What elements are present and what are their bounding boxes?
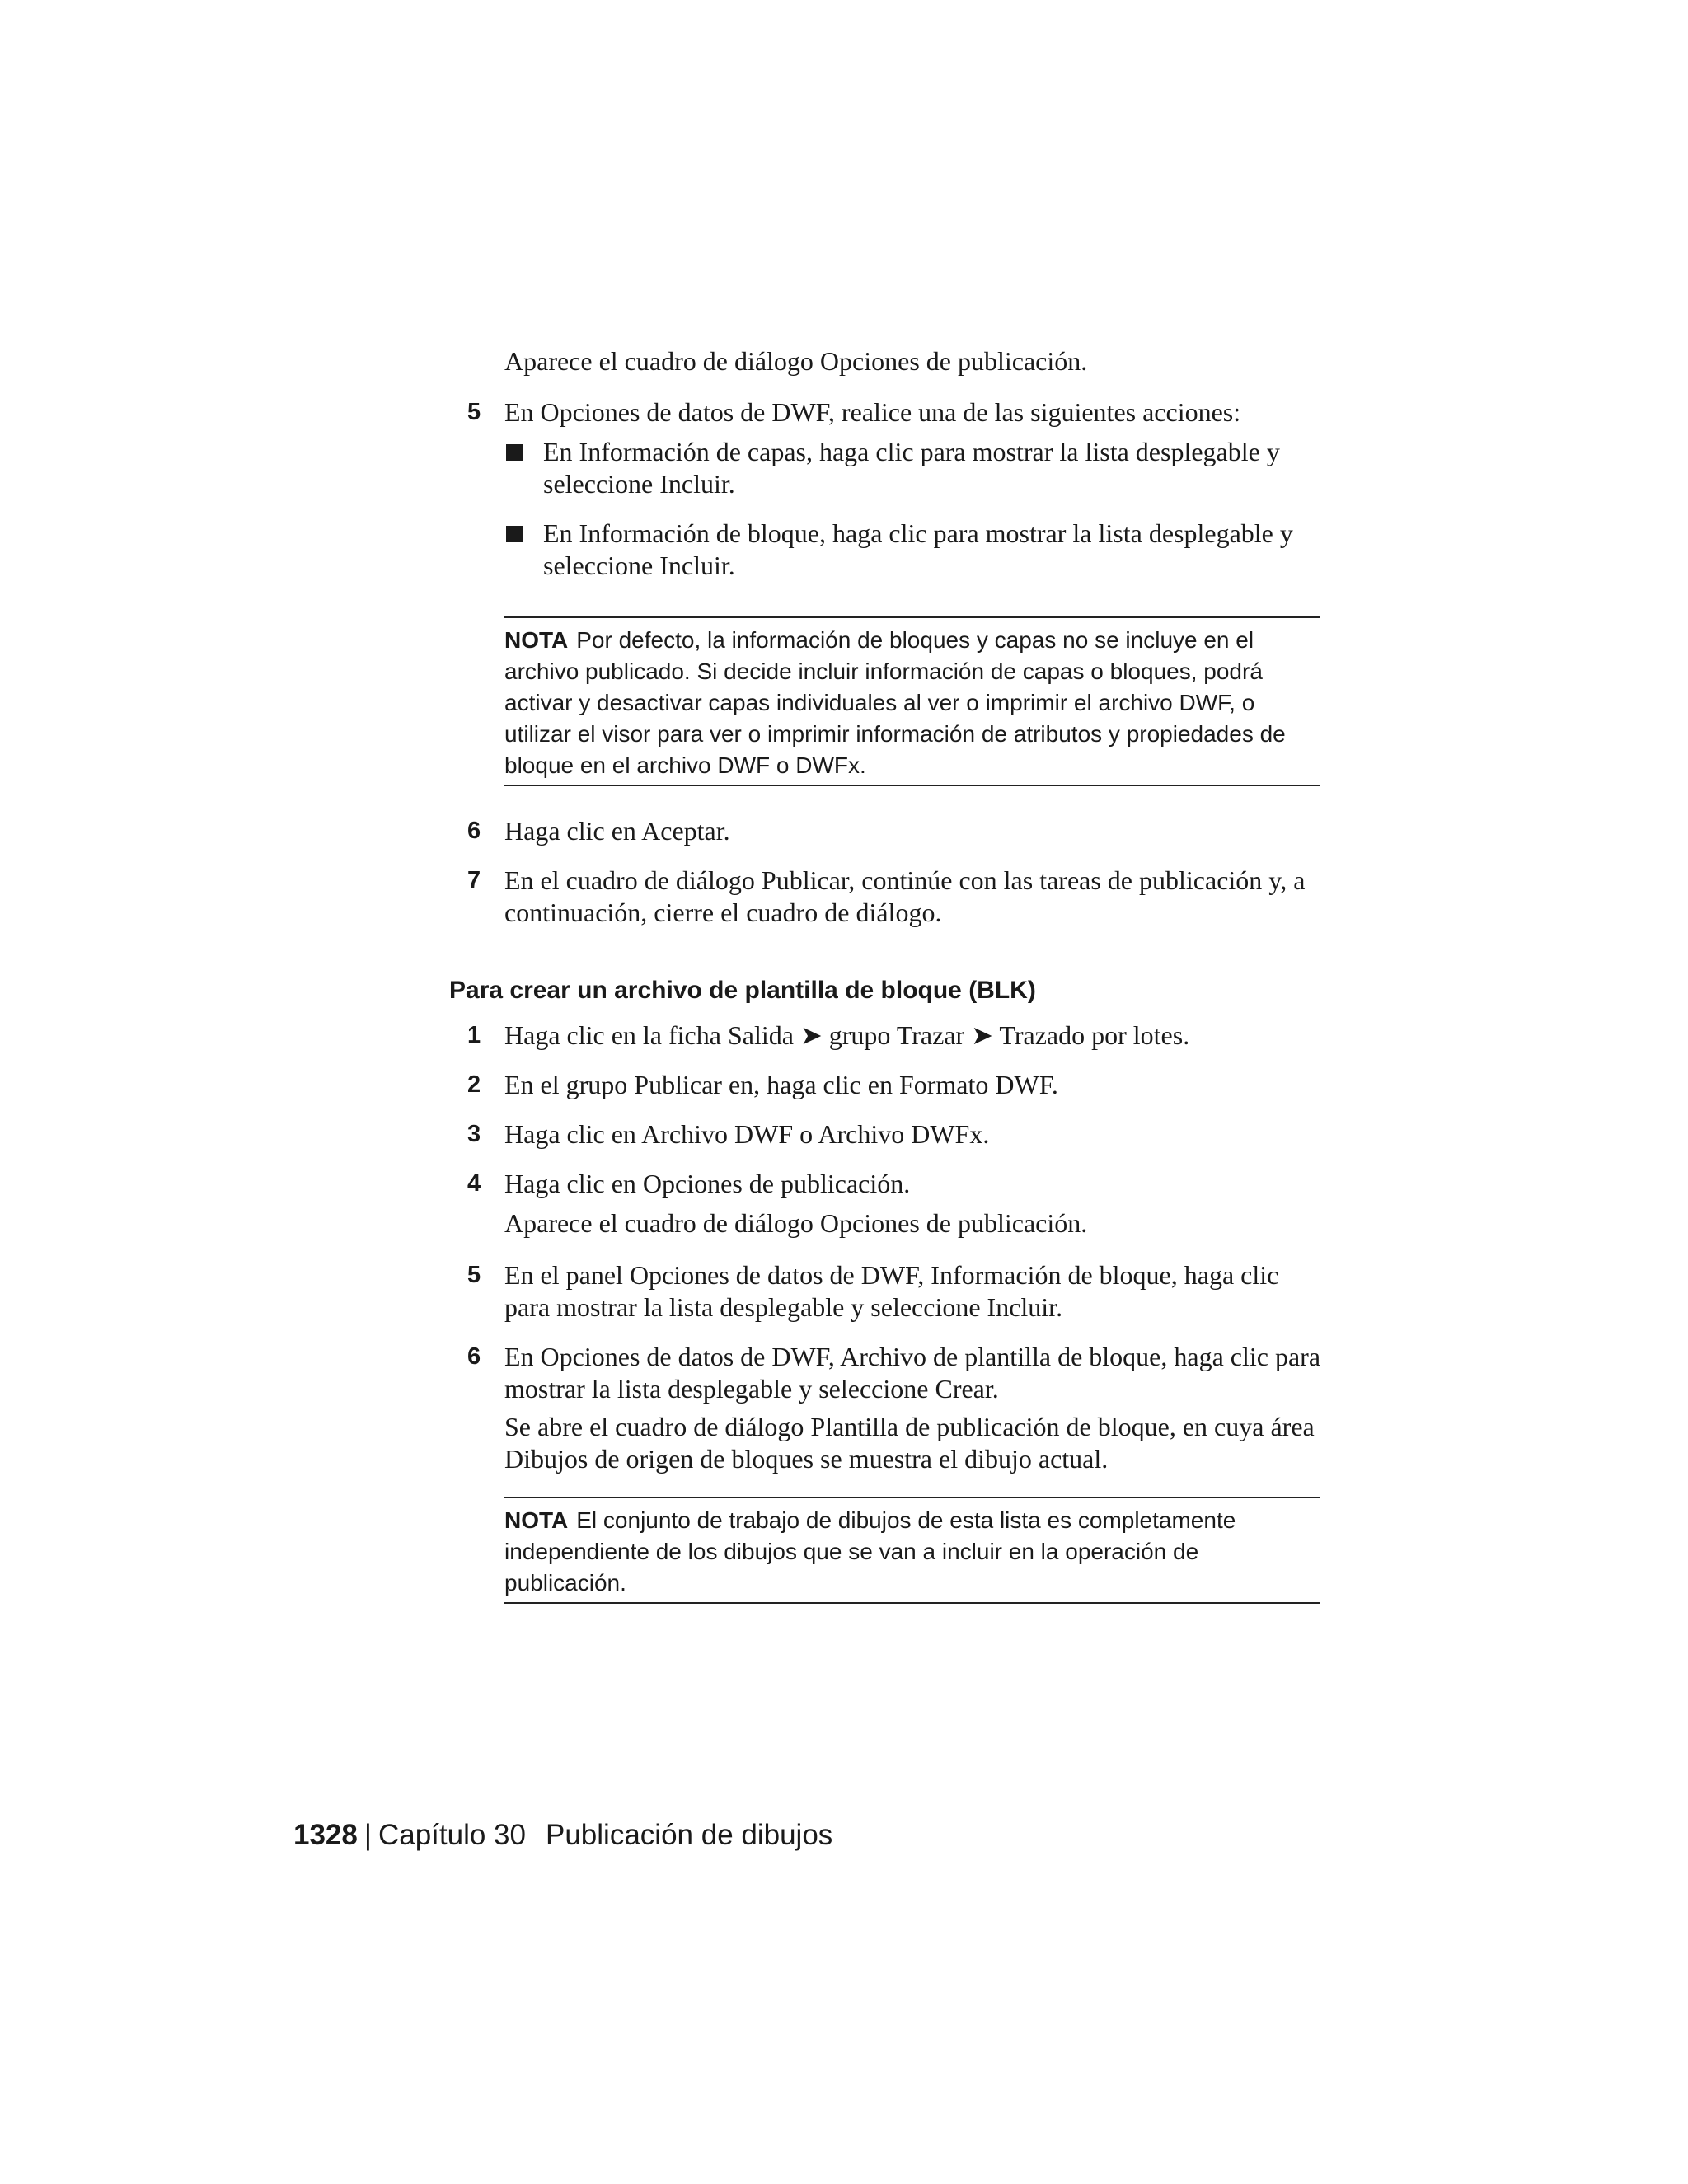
note-body (504, 625, 1320, 781)
step-text: En Opciones de datos de DWF, Archivo de plantilla de bloque, haga clic para mostrar la lista desplegable y seleccione Crear. (504, 1342, 1321, 1404)
step-number: 5 (467, 1262, 481, 1288)
square-bullet-icon (506, 444, 523, 461)
procedure-heading: Para crear un archivo de plantilla de bloque (BLK) (449, 977, 1036, 1004)
note-label: NOTA (504, 627, 569, 653)
step-text: En el panel Opciones de datos de DWF, Información de bloque, haga clic para mostrar la lista desplegable y seleccione Incluir. (504, 1260, 1279, 1322)
footer-separator: | (363, 1819, 372, 1851)
step-number: 5 (467, 399, 481, 425)
step-number: 4 (467, 1170, 481, 1197)
bullet-text: En Información de capas, haga clic para mostrar la lista desplegable y seleccione Incluir. (543, 437, 1280, 499)
chapter-label: Capítulo 30 (377, 1819, 526, 1851)
note-box (504, 616, 1320, 786)
note-box (504, 1497, 1320, 1604)
step-text: Haga clic en Aceptar. (504, 816, 730, 846)
note-text: El conjunto de trabajo de dibujos de esta lista es completamente independiente de los dibujos que se van a incluir en la operación de publicación. (504, 1507, 1236, 1596)
chapter-title: Publicación de dibujos (546, 1819, 833, 1851)
step-text: En Opciones de datos de DWF, realice una de las siguientes acciones: (504, 397, 1241, 427)
bullet-text: En Información de bloque, haga clic para mostrar la lista desplegable y seleccione Incluir. (543, 518, 1293, 580)
step-text: Haga clic en la ficha Salida ➤ grupo Trazar ➤ Trazado por lotes. (504, 1020, 1190, 1050)
note-text: Por defecto, la información de bloques y capas no se incluye en el archivo publicado. Si decide incluir información de capas o bloques, podrá activar y desactivar capas individuales al ver o imprimir el archivo DWF, o utilizar el visor para ver o imprimir información de atributos y propiedades de bloque en el archivo DWF o DWFx. (504, 627, 1286, 778)
step-number: 2 (467, 1071, 481, 1098)
step-number: 6 (467, 1343, 481, 1370)
page-number: 1328 (293, 1819, 358, 1851)
step-6-followup: Se abre el cuadro de diálogo Plantilla de publicación de bloque, en cuya área Dibujos de origen de bloques se muestra el dibujo actual. (504, 1412, 1315, 1474)
step-number: 1 (467, 1022, 481, 1048)
square-bullet-icon (506, 526, 523, 542)
step-text: Haga clic en Archivo DWF o Archivo DWFx. (504, 1119, 990, 1149)
note-label: NOTA (504, 1507, 569, 1533)
step-4-followup: Aparece el cuadro de diálogo Opciones de publicación. (504, 1208, 1088, 1238)
page-footer (293, 1817, 832, 1854)
step-number: 3 (467, 1121, 481, 1147)
step-text: En el cuadro de diálogo Publicar, continúe con las tareas de publicación y, a continuación, cierre el cuadro de diálogo. (504, 865, 1306, 927)
step-text: Haga clic en Opciones de publicación. (504, 1169, 911, 1198)
note-body (504, 1505, 1320, 1599)
step-number: 7 (467, 867, 481, 893)
step-text: En el grupo Publicar en, haga clic en Formato DWF. (504, 1070, 1058, 1099)
step-number: 6 (467, 818, 481, 844)
intro-paragraph: Aparece el cuadro de diálogo Opciones de publicación. (504, 346, 1088, 376)
